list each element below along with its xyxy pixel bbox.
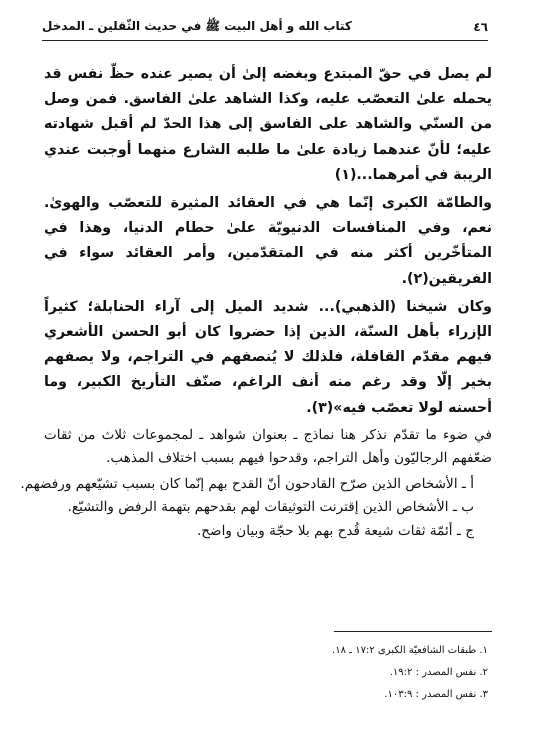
paragraph: والطامّة الكبرى إنّما هي في العقائد المثيرة للتعصّب والهوىٰ. نعم، وفي المنافسات الدنيويّة علىٰ حطام الدنيا، وهذا في المتأخّرين أكثر منه في المتقدّمين، وأمر العقائد سواء في الفريقين(٢). — [44, 195, 492, 287]
footnotes — [120, 640, 488, 706]
footnote: ٣. نفس المصدر : ١٠٣:٩. — [384, 689, 488, 700]
examples-list — [20, 473, 492, 544]
header-divider — [42, 40, 488, 41]
page-header — [42, 14, 488, 40]
footnote: ١. طبقات الشافعيّة الكبرى ١٧:٢ ـ ١٨. — [332, 645, 488, 656]
list-item: أ ـ الأشخاص الذين صرّح القادحون أنّ القدح بهم إنّما كان بسبب تشيّعهم ورفضهم. — [20, 475, 474, 492]
list-item: ج ـ أئمّة ثقات شيعة قُدح بهم بلا حجّة وبيان واضح. — [196, 522, 474, 539]
footnote: ٢. نفس المصدر : ١٩:٢. — [389, 667, 488, 678]
paragraph: وكان شيخنا (الذهبي)... شديد الميل إلى آراء الحنابلة؛ كثيراً الإزراء بأهل السنّة، الذين إذا حضروا كان أبو الحسن الأشعري فيهم مقدّم القافلة، فلذلك لا يُنصفهم في التراجم، ولا يصفهم بخير إلّا وقد رغم منه أنف الراغم، صنّف التأريخ الكبير، وما أحسنه لولا تعصّب فيه»(٣). — [44, 298, 492, 416]
list-item: ب ـ الأشخاص الذين إقترنت التوثيقات لهم بقدحهم بتهمة الرفض والتشيّع. — [67, 499, 474, 516]
intro-paragraph: في ضوء ما تقدّم نذكر هنا نماذج ـ بعنوان شواهد ـ لمجموعات ثلاث من ثقات ضعّفهم الرجاليّون وأهل التراجم، وقدحوا فيهم بسبب اختلاف المذهب. — [44, 426, 492, 467]
running-title: كتاب الله و أهل البيت ﷺ في حديث الثّقلين ـ المدخل — [42, 18, 352, 33]
main-text — [20, 62, 492, 543]
paragraph: لم يصل في حقّ المبتدع وبغضه إلىٰ أن يصير عنده حظّ نفس قد يحمله علىٰ التعصّب عليه، وكذا الشاهد علىٰ الفاسق. فمن وصل من السنّي والشاهد على الفاسق إلى هذا الحدّ لم أقبل شهادته عليه؛ لأنّ عندهما زيادة علىٰ ما طلبه الشارع منهما أوجبت عندي الريبة في أمرهما...(١) — [44, 66, 492, 183]
page-number: ٤٦ — [473, 20, 488, 34]
footnote-divider — [334, 631, 492, 632]
